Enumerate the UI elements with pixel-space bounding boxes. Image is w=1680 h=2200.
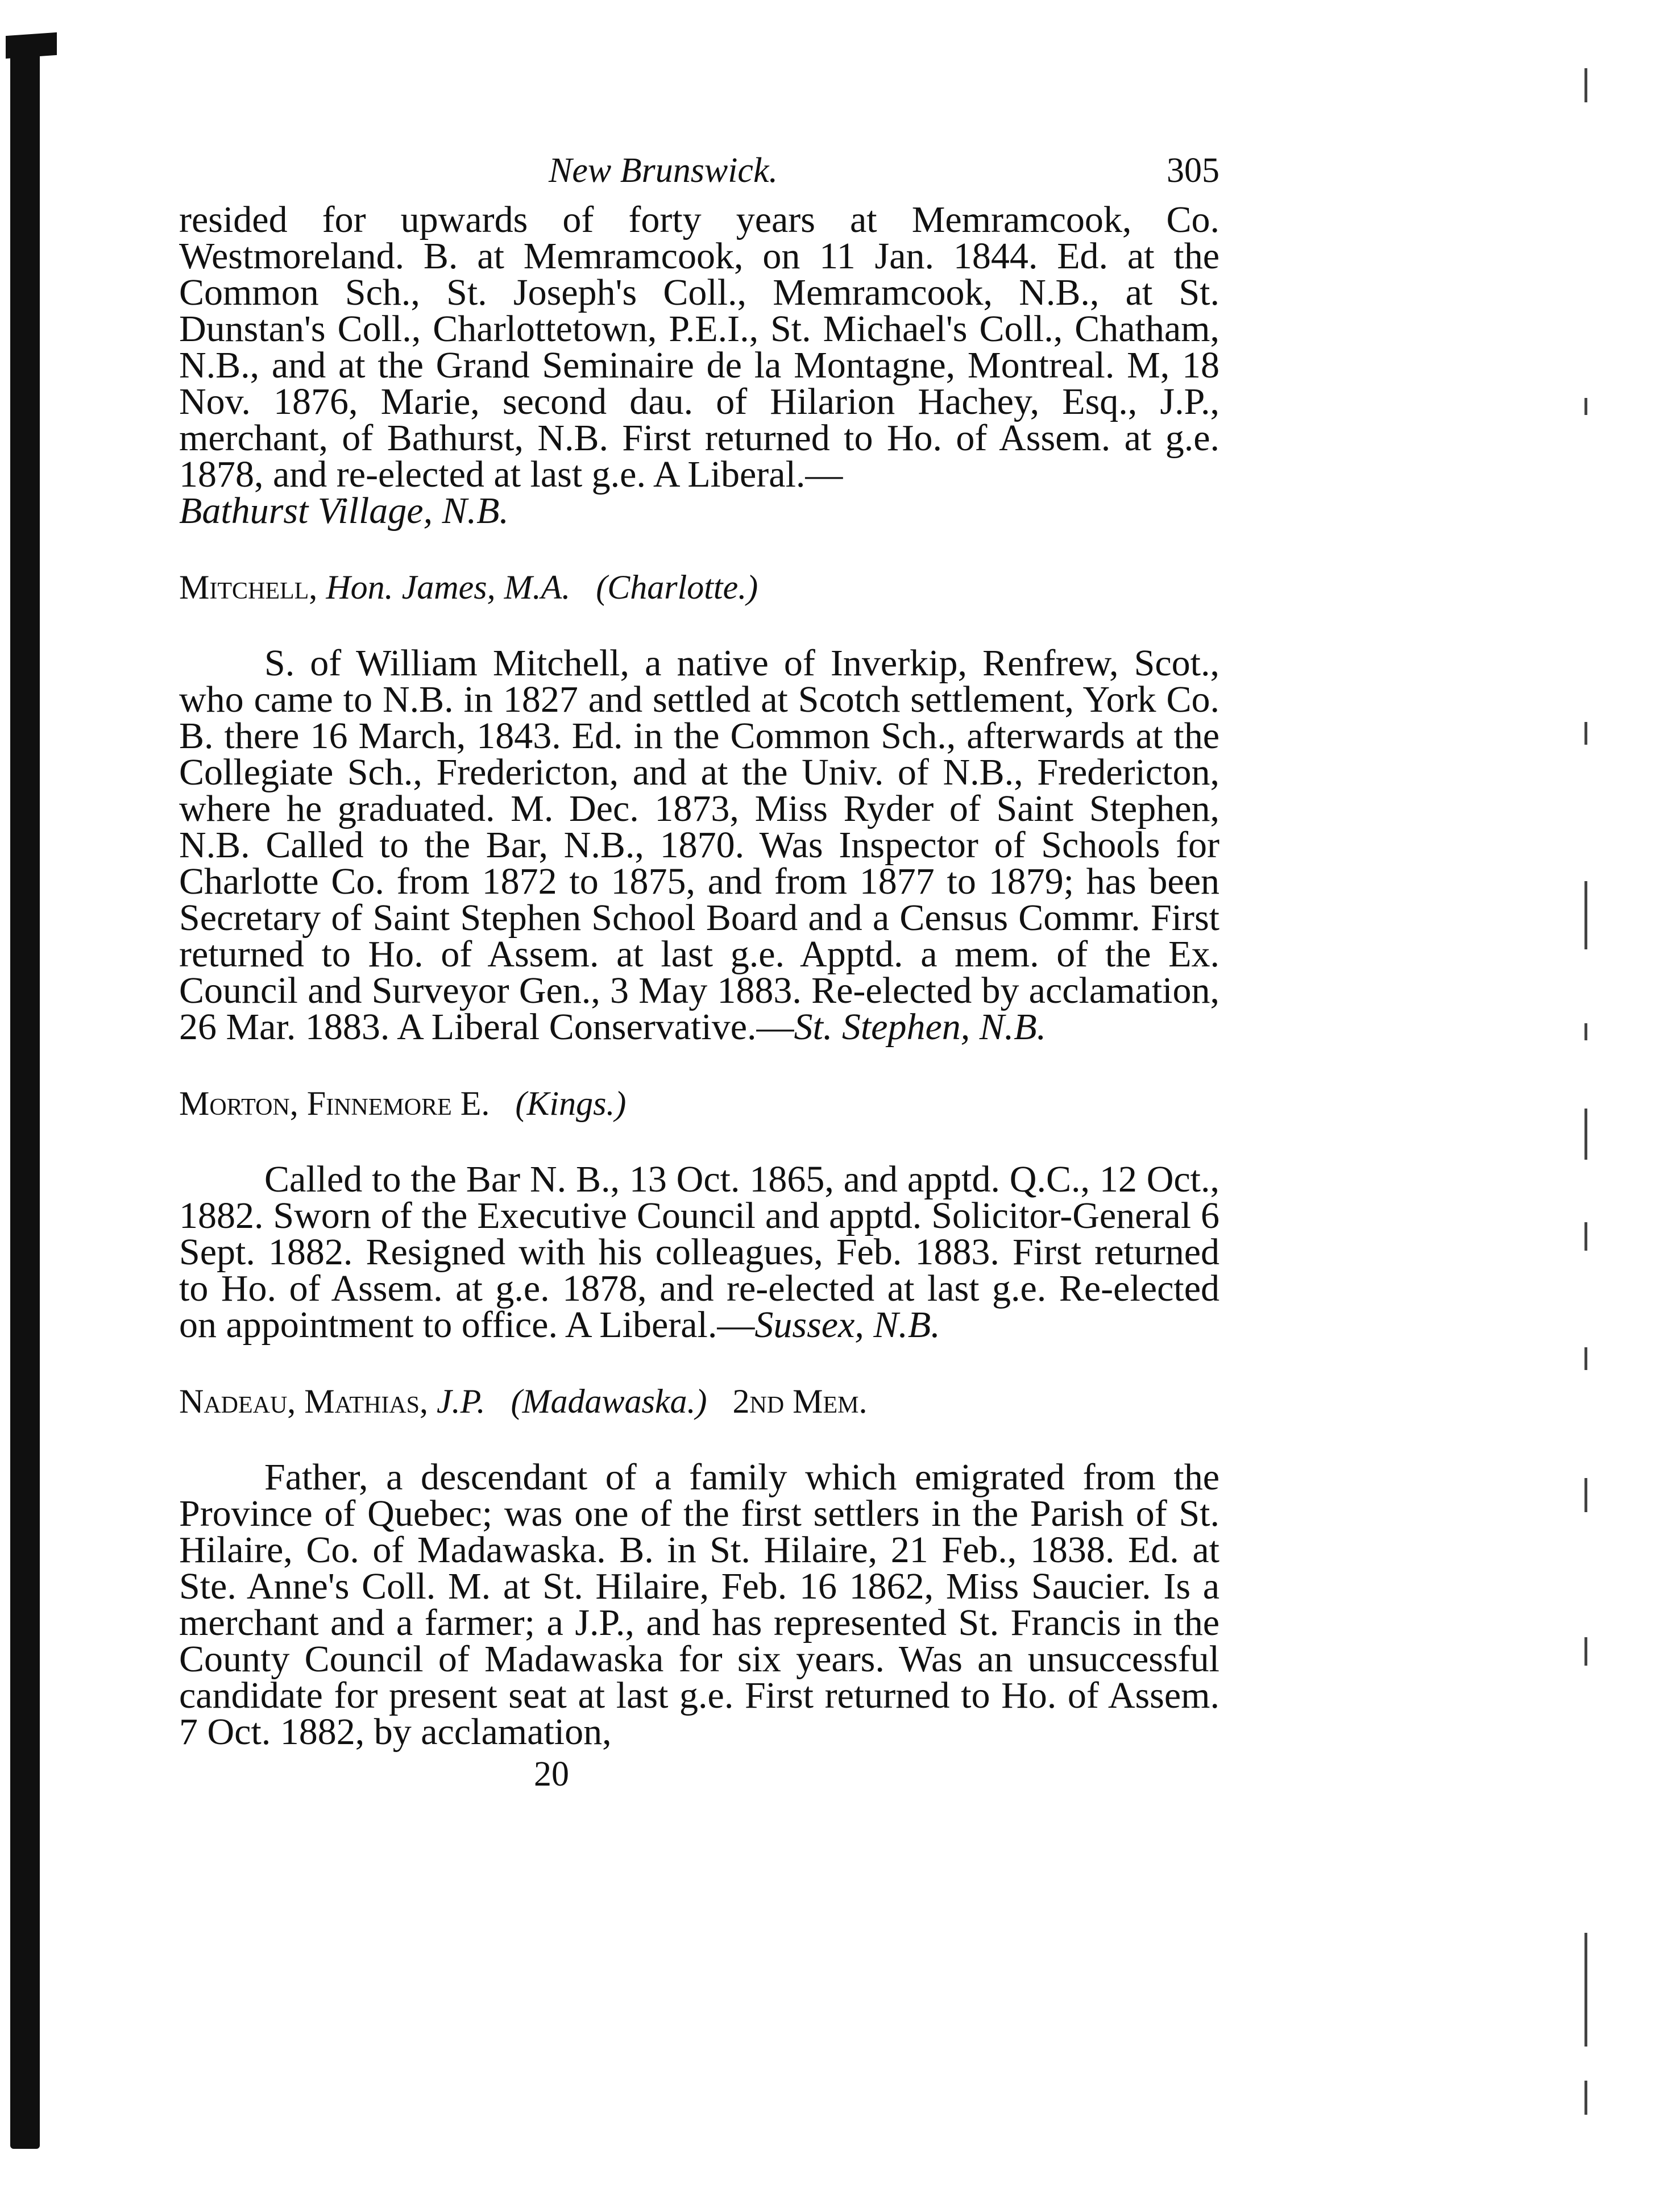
nadeau-constituency: (Madawaska.) [511, 1383, 707, 1420]
nadeau-honorific: J.P. [437, 1383, 486, 1420]
mitchell-place: St. Stephen, N.B. [794, 1006, 1047, 1048]
signature-mark: 20 [534, 1755, 569, 1794]
morton-place: Sussex, N.B. [754, 1304, 940, 1346]
nadeau-name: Nadeau, Mathias, [179, 1383, 428, 1420]
mitchell-surname: Mitchell, [179, 568, 318, 606]
nadeau-member: 2nd Mem. [732, 1383, 868, 1420]
entry-morton-paragraph [179, 1159, 1219, 1346]
entry-continued-place: Bathurst Village, N.B. [179, 490, 509, 532]
entry-nadeau-paragraph [179, 1456, 1219, 1753]
entry-heading-mitchell [179, 569, 1219, 605]
running-title: New Brunswick. [549, 151, 778, 190]
morton-name: Morton, Finnemore E. [179, 1085, 490, 1122]
entry-mitchell-paragraph [179, 642, 1219, 1048]
entry-heading-nadeau [179, 1383, 1219, 1419]
morton-constituency: (Kings.) [515, 1085, 627, 1122]
book-page [179, 151, 1219, 1792]
scan-edge-marks [1578, 57, 1600, 2160]
nadeau-text: Father, a descendant of a family which emigrated from the Province of Quebec; was one of the first settlers in the Parish of St. Hilaire, Co. of Madawaska. B. in St. Hilaire, 21 Feb., 1838. Ed. at Ste. Anne's Coll. M. at St. Hilaire, Feb. 16 1862, Miss Saucier. Is a merchant and a farmer; a J.P., and has represented St. Francis in the County Council of Madawaska for six years. Was an unsuccessful candidate for present seat at last g.e. First returned to Ho. of Assem. 7 Oct. 1882, by acclamation, [179, 1456, 1219, 1753]
morton-text: Called to the Bar N. B., 13 Oct. 1865, and apptd. Q.C., 12 Oct., 1882. Sworn of the Executive Council and apptd. Solicitor-General 6 Sept. 1882. Resigned with his colleagues, Feb. 1883. First returned to Ho. of Assem. at g.e. 1878, and re-elected at last g.e. Re-elected on appointment to office. A Liberal.— [179, 1159, 1219, 1346]
entry-continued-paragraph [179, 199, 1219, 532]
mitchell-text: S. of William Mitchell, a native of Inverkip, Renfrew, Scot., who came to N.B. in 1827 and settled at Scotch settlement, York Co. B. there 16 March, 1843. Ed. in the Common Sch., afterwards at the Collegiate Sch., Fredericton, and at the Univ. of N.B., Fredericton, where he graduated. M. Dec. 1873, Miss Ryder of Saint Stephen, N.B. Called to the Bar, N.B., 1870. Was Inspector of Schools for Charlotte Co. from 1872 to 1875, and from 1877 to 1879; has been Secretary of Saint Stephen School Board and a Census Commr. First returned to Ho. of Assem. at last g.e. Apptd. a mem. of the Ex. Council and Surveyor Gen., 3 May 1883. Re-elected by acclamation, 26 Mar. 1883. A Liberal Conservative.— [179, 642, 1219, 1048]
entry-heading-morton [179, 1085, 1219, 1122]
running-head [179, 151, 1219, 202]
mitchell-title-name: Hon. James, M.A. [326, 568, 571, 606]
page-number: 305 [1167, 151, 1219, 190]
mitchell-constituency: (Charlotte.) [596, 568, 758, 606]
entry-continued-text: resided for upwards of forty years at Memramcook, Co. Westmoreland. B. at Memramcook, on 11 Jan. 1844. Ed. at the Common Sch., St. Joseph's Coll., Memramcook, N.B., at St. Dunstan's Coll., Charlottetown, P.E.I., St. Michael's Coll., Chatham, N.B., and at the Grand Seminaire de la Montagne, Montreal. M, 18 Nov. 1876, Marie, second dau. of Hilarion Hachey, Esq., J.P., merchant, of Bathurst, N.B. First returned to Ho. of Assem. at g.e. 1878, and re-elected at last g.e. A Liberal.— [179, 199, 1219, 495]
binding-shadow [10, 45, 40, 2149]
